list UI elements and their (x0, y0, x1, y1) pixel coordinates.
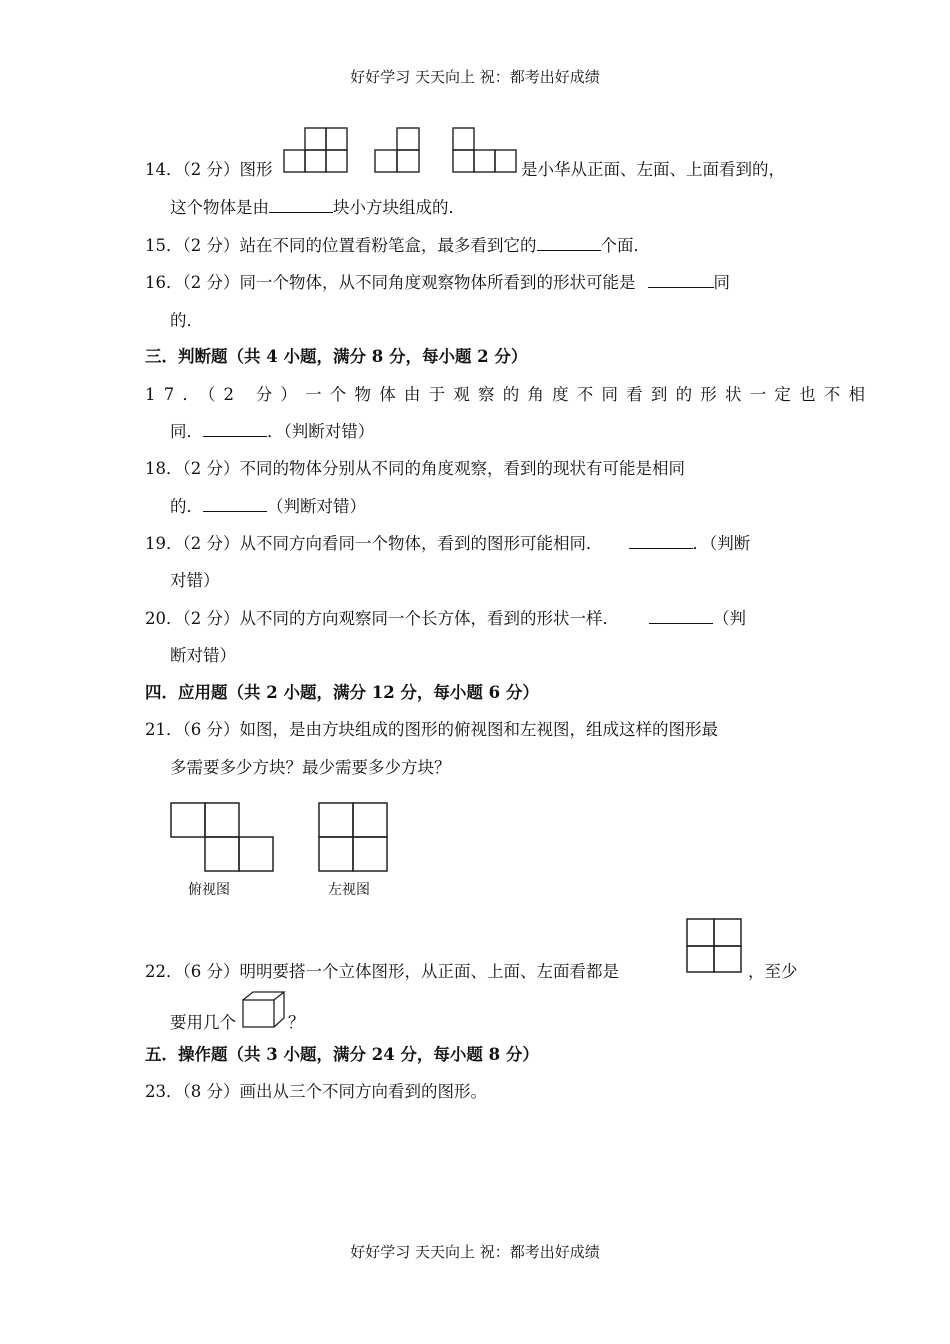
q22-view-figure (686, 918, 744, 974)
q16-answer-blank[interactable] (648, 271, 714, 288)
question-19 (145, 532, 750, 556)
q17-line2-a: 同． (170, 422, 203, 441)
question-14-line-2 (170, 196, 465, 220)
question-15 (145, 234, 650, 258)
q21-top-view-figure (170, 802, 276, 874)
q22-line2-a: 要用几个 (170, 1013, 236, 1032)
q21-left-view-caption: 左视图 (328, 882, 370, 898)
q14-left-view-figure (374, 127, 420, 175)
question-20-line-2: 断对错） (170, 646, 236, 665)
q15-text-b: 个面． (600, 236, 650, 255)
q15-text-a: 15．（2 分）站在不同的位置看粉笔盒，最多看到它的 (145, 236, 537, 255)
q16-text-b: 同 (713, 273, 730, 292)
q15-answer-blank[interactable] (537, 234, 601, 251)
section-3-title: 三．判断题（共 4 小题，满分 8 分，每小题 2 分） (145, 347, 528, 366)
q14-top-view-figure (452, 127, 518, 175)
question-20 (145, 607, 746, 631)
question-21: 21．（6 分）如图，是由方块组成的图形的俯视图和左视图，组成这样的图形最 (145, 720, 718, 739)
q19-text-a: 19．（2 分）从不同方向看同一个物体，看到的图形可能相同． (145, 534, 603, 553)
question-22: 22．（6 分）明明要搭一个立体图形，从正面、上面、左面看都是 (145, 962, 619, 981)
q21-top-view-caption: 俯视图 (188, 882, 230, 898)
question-19-line-2: 对错） (170, 571, 220, 590)
q18-line2-a: 的． (170, 497, 203, 516)
q19-text-b: ．（判断 (692, 534, 751, 553)
q19-answer-blank[interactable] (629, 532, 693, 549)
q17-line2-b: ．（判断对错） (267, 422, 375, 441)
cube-icon (242, 991, 286, 1029)
page-header: 好好学习 天天向上 祝：都考出好成绩 (350, 68, 600, 86)
section-5-title: 五．操作题（共 3 小题，满分 24 分，每小题 8 分） (145, 1045, 539, 1064)
question-16 (145, 271, 730, 295)
q17-answer-blank[interactable] (203, 420, 267, 437)
question-18: 18．（2 分）不同的物体分别从不同的角度观察，看到的现状有可能是相同 (145, 459, 685, 478)
question-23: 23．（8 分）画出从三个不同方向看到的图形。 (145, 1082, 487, 1101)
q22-line2-b: ？ (288, 1013, 305, 1032)
q14-answer-blank[interactable] (269, 196, 333, 213)
q14-line2-b: 块小方块组成的． (333, 198, 465, 217)
q20-text-b: （判 (713, 609, 746, 628)
page-footer: 好好学习 天天向上 祝：都考出好成绩 (350, 1243, 600, 1261)
q18-answer-blank[interactable] (203, 495, 267, 512)
q21-left-view-figure (318, 802, 390, 874)
question-14 (145, 158, 273, 182)
q16-text-a: 16．（2 分）同一个物体，从不同角度观察物体所看到的形状可能是 (145, 273, 636, 292)
question-16-line-2: 的． (170, 311, 203, 330)
q18-line2-b: （判断对错） (267, 497, 366, 516)
section-4-title: 四．应用题（共 2 小题，满分 12 分，每小题 6 分） (145, 683, 539, 702)
q20-text-a: 20．（2 分）从不同的方向观察同一个长方体，看到的形状一样． (145, 609, 619, 628)
q20-answer-blank[interactable] (649, 607, 713, 624)
question-18-line-2 (170, 495, 366, 519)
question-22-line-2 (170, 1011, 236, 1035)
q14-front-view-figure (283, 127, 349, 175)
q22-text-b: ，至少 (748, 962, 798, 981)
question-17: 17．（2 分）一个物体由于观察的角度不同看到的形状一定也不相 (145, 385, 874, 404)
q14-prefix: 14．（2 分）图形 (145, 160, 273, 179)
q14-line2-a: 这个物体是由 (170, 198, 269, 217)
question-21-line-2: 多需要多少方块？最少需要多少方块？ (170, 758, 451, 777)
q14-suffix: 是小华从正面、左面、上面看到的， (521, 160, 785, 179)
question-17-line-2 (170, 420, 374, 444)
